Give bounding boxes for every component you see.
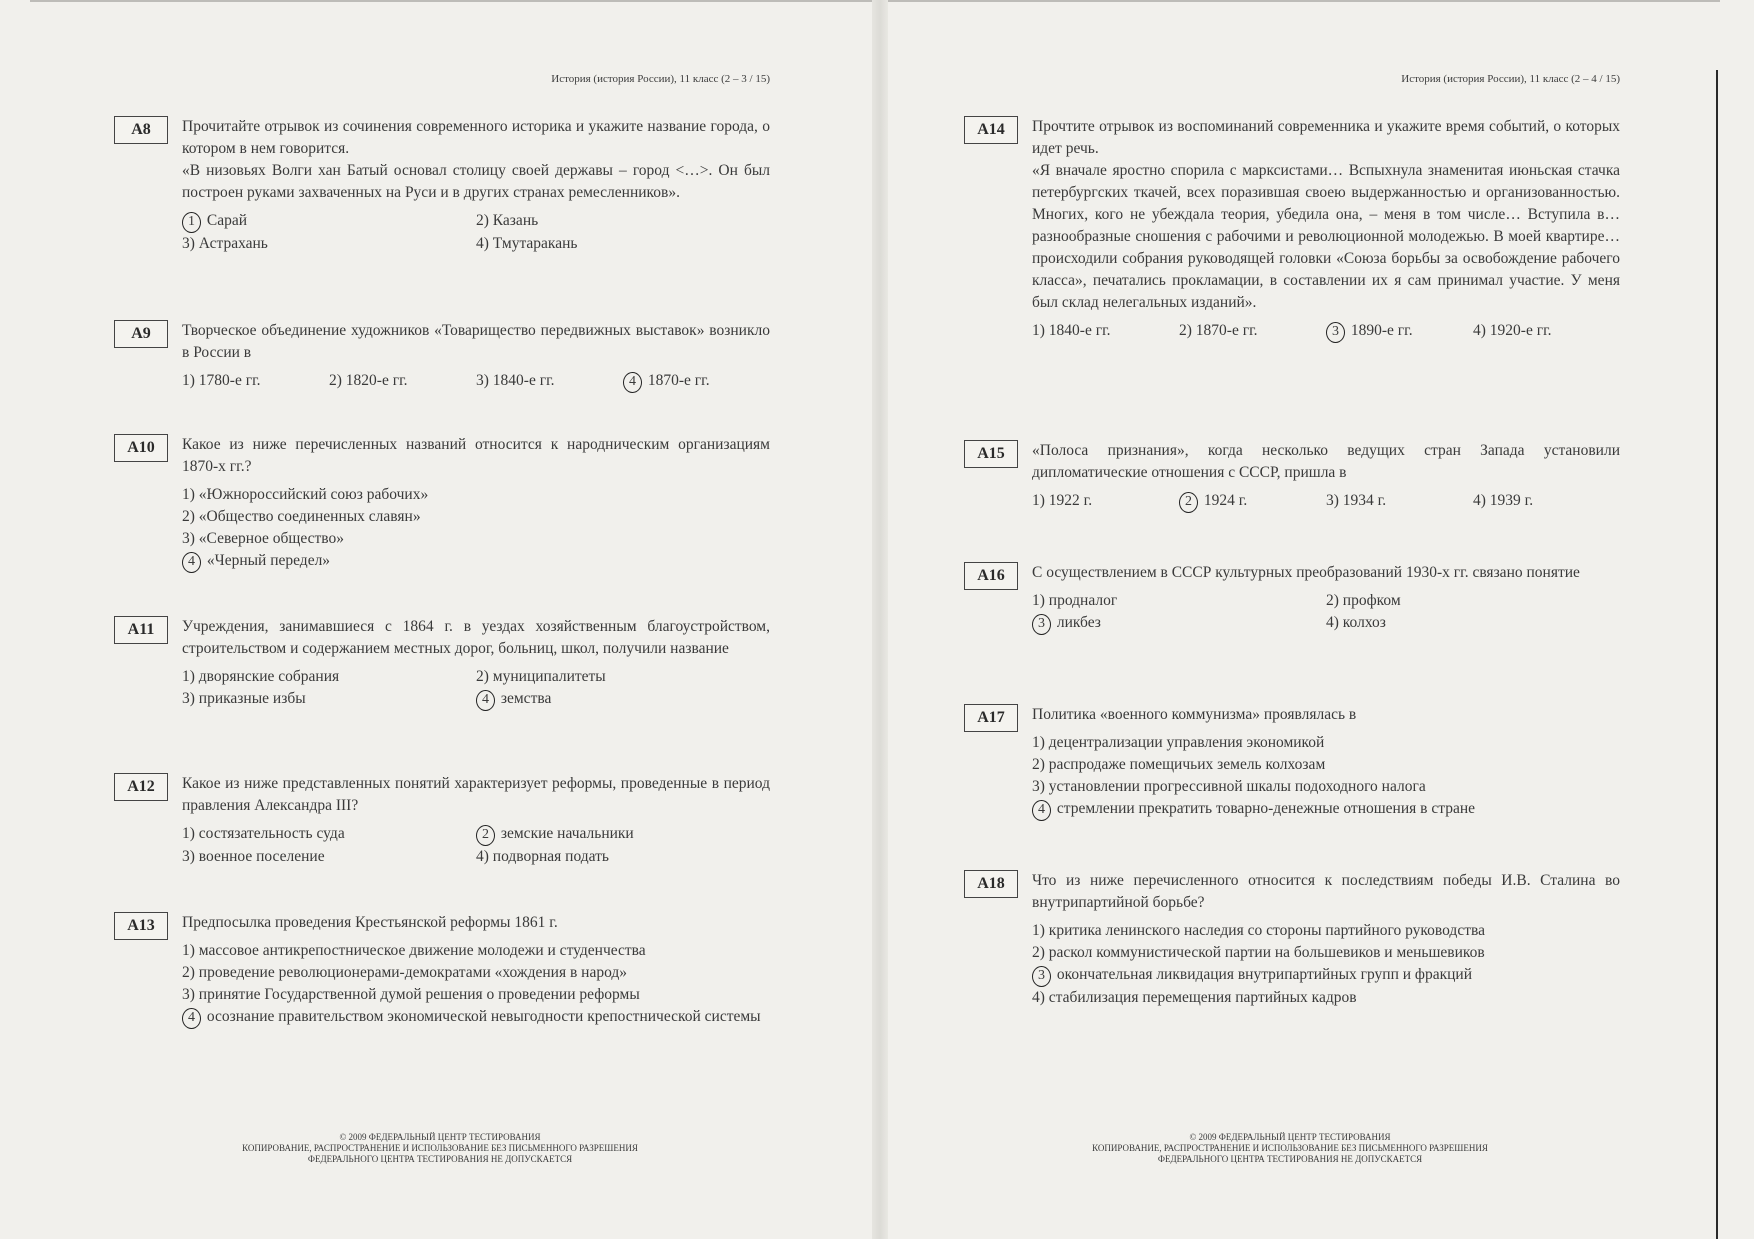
answer-option[interactable]: 4) Тмутаракань (476, 235, 578, 252)
answer-option[interactable]: 1) состязательность суда (182, 825, 345, 842)
answer-option[interactable]: 4) стабилизация перемещения партийных кадров (1032, 989, 1357, 1006)
question-number: А18 (964, 870, 1018, 898)
question-text: Политика «военного коммунизма» проявлялась в (1032, 706, 1357, 723)
answer-option[interactable]: 1) «Южнороссийский союз рабочих» (182, 486, 429, 503)
answer-options (182, 823, 770, 868)
question-number: А12 (114, 773, 168, 801)
answer-option[interactable]: 2) 1870-е гг. (1179, 322, 1258, 339)
answer-options (182, 666, 770, 711)
answer-option[interactable]: 1) децентрализации управления экономикой (1032, 734, 1325, 751)
question-number: А14 (964, 116, 1018, 144)
answer-option[interactable]: 4 «Черный передел» (182, 550, 770, 573)
question-text: Учреждения, занимавшиеся с 1864 г. в уездах хозяйственным благоустройством, строительством и содержанием местных дорог, больниц, школ, получили название (182, 618, 770, 657)
left-page (110, 0, 770, 1239)
circled-answer-mark: 3 (1032, 966, 1051, 987)
question-a14 (960, 116, 1620, 343)
answer-option[interactable]: 4) колхоз (1326, 614, 1386, 631)
answer-options (182, 210, 770, 255)
sheet-right-edge (1716, 70, 1718, 1239)
answer-option[interactable]: 2 земские начальники (476, 823, 770, 846)
question-text: Прочтите отрывок из воспоминаний современника и укажите время событий, о которых идет речь. (1032, 118, 1620, 157)
answer-option[interactable]: 3) установлении прогрессивной шкалы подоходного налога (1032, 778, 1426, 795)
question-number: А9 (114, 320, 168, 348)
question-number: А15 (964, 440, 1018, 468)
question-a9 (110, 320, 770, 393)
question-number: А13 (114, 912, 168, 940)
answer-option[interactable]: 4) 1920-е гг. (1473, 322, 1552, 339)
answer-option[interactable]: 1) 1922 г. (1032, 492, 1093, 509)
answer-option[interactable]: 4 осознание правительством экономической невыгодности крепостнической системы (182, 1006, 770, 1029)
answer-option[interactable]: 1 Сарай (182, 210, 476, 233)
answer-option[interactable]: 1) критика ленинского наследия со стороны партийного руководства (1032, 922, 1485, 939)
answer-option[interactable]: 3 1890-е гг. (1326, 320, 1473, 343)
answer-option[interactable]: 4 стремлении прекратить товарно-денежные отношения в стране (1032, 798, 1620, 821)
answer-option[interactable]: 4 земства (476, 688, 770, 711)
question-text: Что из ниже перечисленного относится к последствиям победы И.В. Сталина во внутрипартийной борьбе? (1032, 872, 1620, 911)
circled-answer-mark: 4 (182, 1008, 201, 1029)
answer-options (1032, 920, 1620, 1009)
answer-options (1032, 732, 1620, 821)
answer-option[interactable]: 3) приказные избы (182, 690, 306, 707)
copyright-footer: © 2009 ФЕДЕРАЛЬНЫЙ ЦЕНТР ТЕСТИРОВАНИЯ КОПИРОВАНИЕ, РАСПРОСТРАНЕНИЕ И ИСПОЛЬЗОВАНИЕ БЕЗ ПИСЬМЕННОГО РАЗРЕШЕНИЯ ФЕДЕРАЛЬНОГО ЦЕНТРА ТЕСТИРОВАНИЯ НЕ ДОПУСКАЕТСЯ (242, 1132, 638, 1164)
answer-option[interactable]: 2) проведение революционерами-демократами «хождения в народ» (182, 964, 628, 981)
circled-answer-mark: 3 (1326, 322, 1345, 343)
question-text: Какое из ниже перечисленных названий относится к народническим организациям 1870-х гг.? (182, 436, 770, 475)
question-a12 (110, 773, 770, 868)
right-page (960, 0, 1620, 1239)
answer-option[interactable]: 1) продналог (1032, 592, 1118, 609)
circled-answer-mark: 2 (476, 825, 495, 846)
circled-answer-mark: 2 (1179, 492, 1198, 513)
answer-option[interactable]: 1) 1840-е гг. (1032, 322, 1111, 339)
question-quote: «Я вначале яростно спорила с марксистами… Вспыхнула знаменитая июньская стачка петербургских ткачей, всех поразившая своею выдержанностью и организованностью. Многих, кого не убеждала теория, убедила она, – меня в том числе… Вступила в… разнообразные сношения с рабочими и революционной молодежью. В моей квартире… происходили собрания руководящей головки «Союза борьбы за освобождение рабочего класса», печатались прокламации, в составлении их я сам принимал участие. У меня был склад нелегальных изданий». (1032, 162, 1620, 311)
circled-answer-mark: 4 (182, 552, 201, 573)
question-text: «Полоса признания», когда несколько ведущих стран Запада установили дипломатические отношения с СССР, пришла в (1032, 442, 1620, 481)
question-a17 (960, 704, 1620, 821)
question-a16 (960, 562, 1620, 635)
answer-options (1032, 320, 1620, 343)
question-number: А11 (114, 616, 168, 644)
question-number: А8 (114, 116, 168, 144)
answer-option[interactable]: 4 1870-е гг. (623, 370, 770, 393)
answer-option[interactable]: 1) массовое антикрепостническое движение молодежи и студенчества (182, 942, 646, 959)
answer-option[interactable]: 2) 1820-е гг. (329, 372, 408, 389)
answer-option[interactable]: 3) принятие Государственной думой решения о проведении реформы (182, 986, 640, 1003)
answer-option[interactable]: 2) профком (1326, 592, 1401, 609)
question-number: А16 (964, 562, 1018, 590)
question-text: Предпосылка проведения Крестьянской реформы 1861 г. (182, 914, 558, 931)
answer-option[interactable]: 3) 1840-е гг. (476, 372, 555, 389)
answer-options (182, 940, 770, 1029)
answer-option[interactable]: 3) «Северное общество» (182, 530, 345, 547)
page-header: История (история России), 11 класс (2 – 4 / 15) (1401, 73, 1620, 85)
answer-option[interactable]: 4) 1939 г. (1473, 492, 1534, 509)
answer-options (1032, 590, 1620, 635)
answer-option[interactable]: 1) 1780-е гг. (182, 372, 261, 389)
answer-option[interactable]: 2) Казань (476, 212, 539, 229)
question-a15 (960, 440, 1620, 513)
answer-option[interactable]: 1) дворянские собрания (182, 668, 340, 685)
circled-answer-mark: 4 (476, 690, 495, 711)
question-text: С осуществлением в СССР культурных преобразований 1930-х гг. связано понятие (1032, 564, 1580, 581)
question-text: Прочитайте отрывок из сочинения современного историка и укажите название города, о котором в нем говорится. (182, 118, 770, 157)
question-a13 (110, 912, 770, 1029)
question-a11 (110, 616, 770, 711)
answer-option[interactable]: 2) распродаже помещичьих земель колхозам (1032, 756, 1326, 773)
answer-option[interactable]: 3) 1934 г. (1326, 492, 1387, 509)
circled-answer-mark: 4 (1032, 800, 1051, 821)
answer-option[interactable]: 2) муниципалитеты (476, 668, 606, 685)
answer-options (182, 370, 770, 393)
question-a8 (110, 116, 770, 255)
question-text: Какое из ниже представленных понятий характеризует реформы, проведенные в период правления Александра III? (182, 775, 770, 814)
answer-option[interactable]: 2) раскол коммунистической партии на большевиков и меньшевиков (1032, 944, 1485, 961)
answer-option[interactable]: 3) Астрахань (182, 235, 268, 252)
question-number: А17 (964, 704, 1018, 732)
circled-answer-mark: 1 (182, 212, 201, 233)
circled-answer-mark: 4 (623, 372, 642, 393)
question-a18 (960, 870, 1620, 1009)
answer-option[interactable]: 3) военное поселение (182, 848, 325, 865)
answer-options (1032, 490, 1620, 513)
answer-option[interactable]: 3 окончательная ликвидация внутрипартийных групп и фракций (1032, 964, 1620, 987)
page-fold (872, 0, 888, 1239)
copyright-footer: © 2009 ФЕДЕРАЛЬНЫЙ ЦЕНТР ТЕСТИРОВАНИЯ КОПИРОВАНИЕ, РАСПРОСТРАНЕНИЕ И ИСПОЛЬЗОВАНИЕ БЕЗ ПИСЬМЕННОГО РАЗРЕШЕНИЯ ФЕДЕРАЛЬНОГО ЦЕНТРА ТЕСТИРОВАНИЯ НЕ ДОПУСКАЕТСЯ (1092, 1132, 1488, 1164)
question-text: Творческое объединение художников «Товарищество передвижных выставок» возникло в России в (182, 322, 770, 361)
answer-option[interactable]: 3 ликбез (1032, 612, 1326, 635)
answer-option[interactable]: 2 1924 г. (1179, 490, 1326, 513)
answer-option[interactable]: 4) подворная подать (476, 848, 609, 865)
question-a10 (110, 434, 770, 573)
answer-options (182, 484, 770, 573)
page-header: История (история России), 11 класс (2 – 3 / 15) (551, 73, 770, 85)
question-number: А10 (114, 434, 168, 462)
answer-option[interactable]: 2) «Общество соединенных славян» (182, 508, 421, 525)
circled-answer-mark: 3 (1032, 614, 1051, 635)
question-quote: «В низовьях Волги хан Батый основал столицу своей державы – город <…>. Он был построен руками захваченных на Руси и в других странах ремесленников». (182, 162, 770, 201)
